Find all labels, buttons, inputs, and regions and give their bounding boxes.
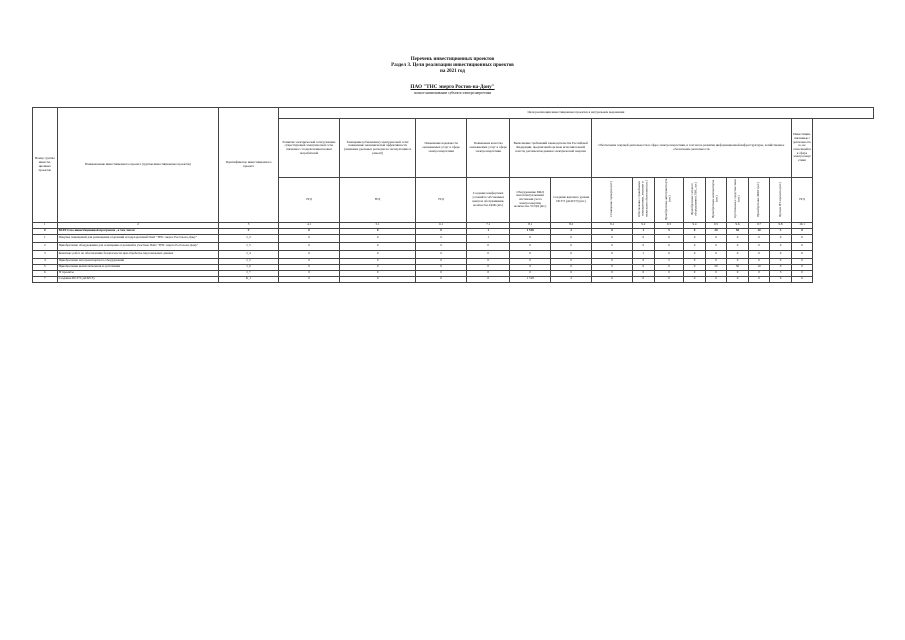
company-caption: полное наименование субъекта электроэнергетики	[413, 91, 492, 95]
goal-7-header: Инвестиции, связанные с деятельностью, не относящейся к сфере электроэнергетики	[791, 119, 813, 178]
col-number-header: Номер группы инвести-ционных проектов	[33, 108, 58, 223]
goal-5b-subheader: Создание верхнего уровня ИСУЭ (АСКУЭ) (шт.)	[551, 178, 592, 223]
goal-6-subheader-8: Прочие ИТ-проекты (шт.)	[770, 178, 792, 223]
goal-6-subheader-2: Обеспечение служебными помещениями, жилыми и нежилыми объектами (шт.)	[633, 178, 655, 223]
goal-6-header: Обеспечение текущей деятельности в сфере электроэнергетики, в том числе развитие информационной инфраструктуры, хозяйственное обеспечение деятельности	[592, 119, 792, 178]
goal-6-subheader-1: Оснащение серверов (шт.)	[592, 178, 633, 223]
table-row: 2 Приобретение оборудования для оснащения отделений и участков ПАО "ТНС энерго Ростов-на-Дону" I_5 0 0 0 0 0 0 0 0 0 0 0 0 0 0 0	[33, 242, 874, 250]
company-name: ПАО "ТНС энерго Ростов-на-Дону"	[410, 84, 495, 90]
table-row: 0 ВСЕГО по инвестиционной программе , в том числе: Г 0 0 0 1 1 518 2 0 1 5 0 20 50 10 3 0	[33, 228, 874, 234]
goal-1-unit: Н/Д	[278, 178, 339, 223]
doc-title-line2: Раздел 3. Цели реализации инвестиционных проектов	[391, 63, 514, 68]
col-id-header: Идентификатор инвестиционного проекта	[219, 108, 278, 223]
table-row: 6 IT проекты I_7 0 0 0 0 0 0 0 0 0 0 0 0 0 3 0	[33, 270, 874, 276]
table-row: 4 Приобретение автотранспортного оборудования I_5 0 0 0 0 0 0 0 0 5 0 0 0 0 0 0	[33, 258, 874, 264]
goal-3-unit: Н/Д	[416, 178, 467, 223]
goal-4-subheader: Создание комфортных условий в собственных центрах обслуживания, количество ЦОК (шт.)	[467, 178, 510, 223]
column-numbers-row: 1 2 3 4.1 5.1 6.1 7.1 8.1 8.2 9.1 9.2 9.3 9.4 9.5 9.6 9.7 9.8 10.1	[33, 222, 874, 228]
doc-title-line3: на 2021 год	[440, 69, 465, 74]
goal-6-subheader-7: Приобретение МФУ (шт.)	[748, 178, 770, 223]
goal-2-unit: Н/Д	[340, 178, 416, 223]
goal-7-subheader: Н/Д	[791, 178, 813, 223]
col-goals-header: Цели реализации инвестиционных проектов в натуральном выражении	[278, 108, 873, 119]
goal-6-subheader-6: Оргтехника и средства связи (шт.)	[727, 178, 749, 223]
table-row: 1 Покупка помещений для размещения отделений и подразделений ПАО "ТНС энерго Ростов-на-Дону" I_2 0 0 0 1 0 0 0 0 0 0 0 0 0 0 0	[33, 234, 874, 242]
doc-title-line1: Перечень инвестиционных проектов	[410, 57, 495, 62]
goal-5a-subheader: Оборудование МКД интеллектуальными системами учета электроэнергии, количество УСПД (шт.)	[510, 178, 551, 223]
goal-6-subheader-5: Приобретение компьютеров (шт.)	[705, 178, 727, 223]
projects-table	[32, 107, 874, 283]
goal-2-header: Замещение (обновление) электрической сети/повышение экономической эффективности (снижение удельных расходов на эксплуатацию и ремонт)	[340, 119, 416, 178]
table-row: 5 Приобретение вычислительной и оргтехники I_6 0 0 0 0 0 0 0 0 0 0 20 50 10 0 0	[33, 264, 874, 270]
table-row: 7 Создание ИСУЭ (АСКУЭ) K_1 0 0 0 0 1 518 2 0 0 0 0 0 0 0 0 0	[33, 276, 874, 282]
goal-4-header: Повышение качества оказываемых услуг в сфере электроэнергетики	[467, 119, 510, 178]
col-name-header: Наименование инвестиционного проекта (группы инвестиционных проектов)	[57, 108, 219, 223]
goal-3-header: Повышение надежности оказываемых услуг в сфере электроэнергетики	[416, 119, 467, 178]
goal-5-header: Выполнение требований законодательства Российской Федерации, предписаний органов исполнительной власти, регламентов рынков электрической энергии	[510, 119, 592, 178]
table-row: 3 Комплекс работ по обеспечению безопасности при обработке персональных данных I_4 0 0 0 0 0 0 0 1 0 0 0 0 0 0 0	[33, 250, 874, 258]
goal-6-subheader-3: Приобретение автотранспорта (шт.)	[654, 178, 684, 223]
goal-6-subheader-4: Приобретение сетевого оборудования (ЛВС, шт.)	[684, 178, 706, 223]
goal-1-header: Развитие электрической сети/усиление существующей электрической сети, связанное с подключением новых потребителей	[278, 119, 339, 178]
